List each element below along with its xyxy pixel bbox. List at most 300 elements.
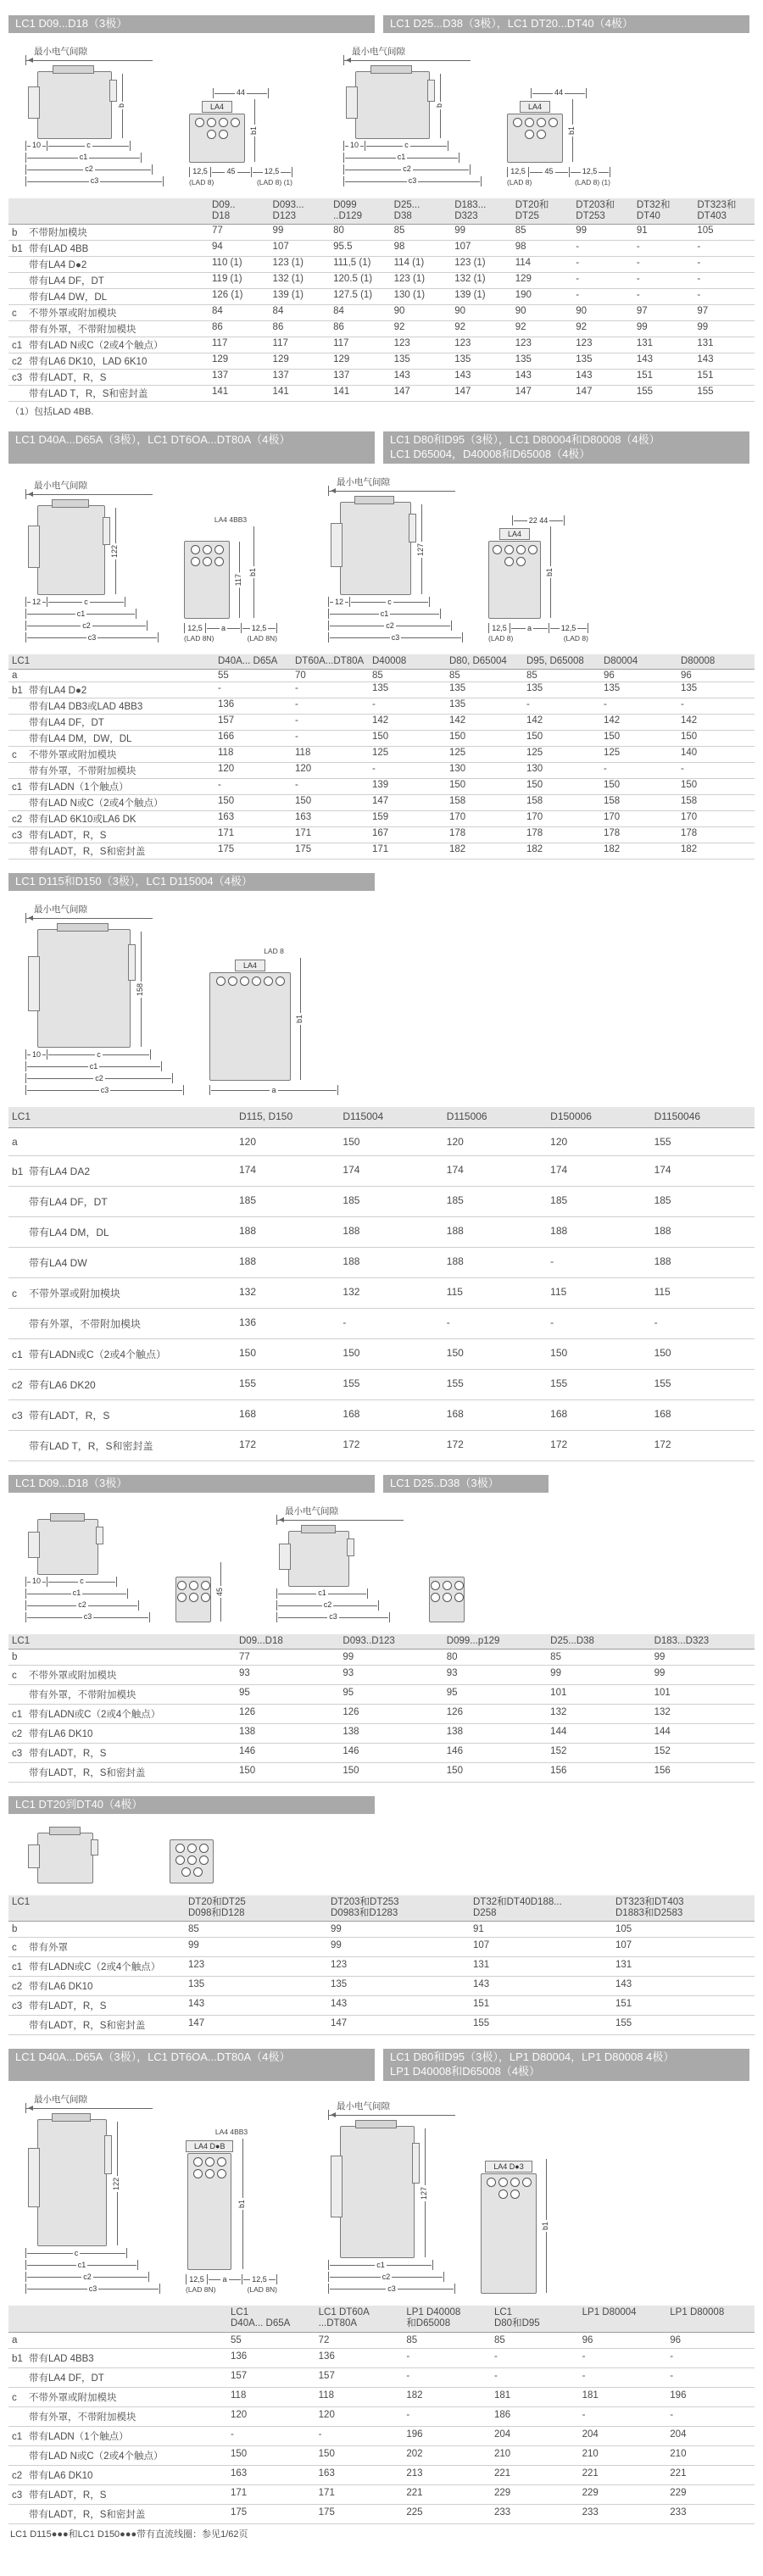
table-corner-label (8, 198, 209, 225)
row-label: 不带外罩或附加模块 (29, 1671, 117, 1682)
clearance-label: 最小电气间隙 (337, 477, 390, 488)
table-row (8, 1724, 755, 1744)
cell-value: - (693, 257, 755, 273)
row-label: 带有LA4 D●2 (29, 260, 87, 271)
dimension-chain-row (343, 164, 471, 175)
cell-value: 135 (572, 353, 633, 370)
section-title: LC1 D40A...D65A（3极），LC1 DT6OA...DT80A（4极） (15, 433, 291, 447)
section-title: LP1 D40008和D65008（4极） (390, 2065, 541, 2078)
cell-value: 174 (443, 1156, 547, 1187)
cell-value: 132 (547, 1705, 650, 1724)
terminal-circle (264, 976, 273, 986)
table-row (8, 811, 755, 827)
dimension-notes (184, 634, 277, 643)
front-inner-height-dimension (233, 541, 244, 619)
dimension-segment (26, 597, 47, 607)
front-view-group (488, 514, 588, 643)
cell-value: 175 (315, 2504, 404, 2523)
front-bottom-dimensions (507, 165, 610, 177)
row-label-cell (8, 682, 214, 698)
dimension-chain-row (25, 2260, 138, 2270)
dimension-segment (207, 2274, 242, 2284)
dimension-chain-row (276, 1588, 368, 1599)
row-label: 带有外罩，不带附加模块 (29, 766, 136, 777)
cell-value: 90 (451, 305, 512, 321)
side-view-group (25, 903, 184, 1095)
column-header: D099 ..D129 (330, 198, 391, 225)
table-header-row (8, 1107, 755, 1127)
dimension-segment (344, 153, 459, 163)
row-label: 不带外罩或附加模块 (29, 309, 117, 320)
cell-value: 143 (572, 370, 633, 386)
cell-value: 137 (209, 370, 270, 386)
contactor-figure (328, 2100, 551, 2294)
row-label-cell (8, 386, 209, 402)
row-label: 带有LA6 DK10 (29, 1982, 93, 1993)
front-bottom-dimensions (209, 1083, 338, 1095)
clearance-arrow (328, 2115, 455, 2116)
dimension-segment (210, 167, 251, 177)
section-title: LC1 D09...D18（3极） (15, 1477, 128, 1490)
cell-value: 142 (677, 715, 755, 731)
row-label: 带有LA6 DK10 (29, 2470, 93, 2481)
cell-value: 126 (1) (209, 289, 270, 305)
cell-value: 96 (579, 2332, 667, 2348)
terminal-circle (175, 1844, 185, 1853)
front-height-dimension (566, 98, 577, 163)
cell-value: - (633, 273, 694, 289)
front-top-dimension (531, 86, 587, 98)
cell-value: 188 (443, 1248, 547, 1278)
table-row (8, 1309, 755, 1339)
front-height-dimension (540, 2158, 551, 2294)
row-label-cell (8, 1996, 185, 2016)
cell-value: 150 (600, 779, 677, 795)
cell-value: - (693, 289, 755, 305)
cell-value: 123 (1) (270, 257, 331, 273)
silhouette-block (370, 65, 412, 74)
cell-value: 107 (270, 241, 331, 257)
cell-value: 168 (236, 1400, 339, 1431)
cell-value: 156 (651, 1763, 755, 1783)
table-row (8, 1977, 755, 1996)
dimension-label: c (387, 597, 392, 606)
table-row (8, 827, 755, 843)
dimension-label: c2 (82, 620, 91, 630)
table-row (8, 698, 755, 715)
dimension-label: c (74, 2248, 79, 2257)
cell-value: 101 (651, 1685, 755, 1705)
cell-value: 155 (443, 1370, 547, 1400)
table-row (8, 1278, 755, 1309)
dimension-segment (329, 632, 462, 643)
row-label: 带有LA4 DA2 (29, 1166, 91, 1178)
silhouette-block (57, 923, 109, 932)
section-header-bar (8, 15, 375, 33)
row-label: 带有LAD T，R，S和密封盖 (29, 389, 148, 400)
cell-value: 150 (339, 1763, 443, 1783)
cell-value: 139 (1) (451, 289, 512, 305)
row-label: 带有外罩，不带附加模块 (29, 2412, 136, 2423)
table-row (8, 1217, 755, 1248)
dimension-chain-row (25, 632, 159, 643)
cell-value: 137 (270, 370, 331, 386)
contactor-figure (25, 1826, 93, 1883)
datasheet-section (8, 15, 755, 418)
cell-value: 105 (612, 1922, 755, 1938)
cell-value: 188 (236, 1217, 339, 1248)
front-column (507, 101, 563, 163)
dimension-segment (277, 1588, 367, 1599)
cell-value: 155 (470, 2016, 612, 2035)
dimension-chain-row (25, 1612, 150, 1622)
front-row (170, 1839, 214, 1883)
cell-value: 99 (327, 1922, 470, 1938)
row-label-cell (8, 1922, 185, 1938)
terminal-circle (228, 976, 237, 986)
cell-value: 178 (446, 827, 523, 843)
dimension-note: (LAD 8) (563, 634, 588, 643)
clearance-label: 最小电气间隙 (34, 2095, 87, 2106)
terminal-circle (193, 2169, 203, 2178)
cell-value: 152 (651, 1744, 755, 1763)
dimension-segment (26, 620, 147, 631)
dimension-chain-row (184, 623, 277, 633)
cell-value: 123 (1) (391, 273, 452, 289)
table-head (8, 1634, 755, 1650)
row-key: a (12, 670, 18, 682)
silhouette-block (28, 526, 40, 568)
row-label-cell (8, 257, 209, 273)
cell-value: 170 (600, 811, 677, 827)
dimension-label: 12,5 (189, 2274, 204, 2284)
dimension-chain-row (25, 2248, 127, 2258)
side-silhouette (37, 1519, 98, 1575)
front-body (481, 2173, 537, 2294)
cell-value: 115 (443, 1278, 547, 1309)
vertical-dimension-label: b1 (237, 2200, 247, 2209)
cell-value: 99 (633, 321, 694, 337)
row-key: b (12, 1652, 18, 1663)
cell-value: 105 (693, 225, 755, 241)
cell-value: 111,5 (1) (330, 257, 391, 273)
cell-value: - (572, 289, 633, 305)
cell-value: 172 (443, 1431, 547, 1461)
cell-value: - (633, 241, 694, 257)
row-label-cell (8, 1977, 185, 1996)
dimension-segment (47, 1049, 150, 1060)
dimension-note: (LAD 8N) (247, 2285, 277, 2295)
dimension-label: c3 (87, 632, 97, 642)
row-label: 带有LADT，R，S (29, 2001, 107, 2012)
terminal-circle (537, 130, 546, 139)
clearance-dimension (276, 1505, 404, 1521)
cell-value: 123 (451, 337, 512, 353)
table-row (8, 731, 755, 747)
terminal-circle (443, 1581, 452, 1590)
figures-row (8, 40, 755, 197)
table-row (8, 273, 755, 289)
dimension-segment (214, 88, 268, 98)
cell-value: 159 (369, 811, 446, 827)
vertical-dimension-label: b (117, 103, 125, 108)
vertical-dimension-label: 122 (110, 544, 119, 558)
cell-value: 147 (369, 795, 446, 811)
cell-value: - (677, 698, 755, 715)
cell-value: 150 (446, 779, 523, 795)
row-label-cell (8, 2387, 227, 2406)
dimension-label: 45 (544, 167, 554, 176)
terminal-circle (217, 2169, 226, 2178)
row-label-cell (8, 1156, 236, 1187)
clearance-dimension (25, 45, 153, 61)
clearance-dimension (25, 903, 153, 919)
cell-value: 96 (677, 670, 755, 682)
row-label: 带有LADT，R，S和密封盖 (29, 2021, 146, 2032)
row-key: c2 (12, 815, 23, 826)
column-header: D40008 (369, 654, 446, 670)
dimension-label: 44 (236, 88, 245, 97)
table-row (8, 321, 755, 337)
cell-value: 85 (391, 225, 452, 241)
terminal-circle (528, 545, 537, 554)
table-body (8, 2332, 755, 2523)
contactor-figure (25, 479, 277, 643)
cell-value: 168 (443, 1400, 547, 1431)
cell-value: 92 (451, 321, 512, 337)
table-row (8, 682, 755, 698)
table-footnote: LC1 D115●●●和LC1 D150●●●带有直流线圈：参见1/62页 (10, 2529, 248, 2540)
column-header: D80004 (600, 654, 677, 670)
table-header-row (8, 2306, 755, 2332)
cell-value: 150 (523, 779, 600, 795)
silhouette-block (28, 2148, 40, 2207)
clearance-label: 最小电气间隙 (352, 46, 405, 57)
dimension-segment (26, 2284, 159, 2294)
cell-value: 85 (446, 670, 523, 682)
row-label: 带有LADN或C（2或4个触点） (29, 1962, 161, 1973)
cell-value: 142 (446, 715, 523, 731)
table-head (8, 2306, 755, 2332)
dimension-label: 12,5 (251, 623, 267, 632)
cell-value: 188 (236, 1248, 339, 1278)
dimension-segment (26, 2272, 148, 2282)
terminal-circle (217, 2157, 226, 2167)
row-label-cell (8, 747, 214, 763)
row-key: c2 (12, 357, 23, 368)
row-label-cell (8, 779, 214, 795)
cell-value: 131 (470, 1957, 612, 1977)
cell-value: 85 (403, 2332, 491, 2348)
cell-value: 196 (666, 2387, 755, 2406)
column-header: DT60A...DT80A (292, 654, 369, 670)
row-label-cell (8, 715, 214, 731)
figures-row (8, 2088, 755, 2304)
cell-value: 135 (185, 1977, 327, 1996)
column-header: D115006 (443, 1107, 547, 1127)
row-label-cell (8, 2465, 227, 2484)
silhouette-block (354, 496, 394, 504)
terminal-circle (443, 1593, 452, 1602)
cell-value: 126 (339, 1705, 443, 1724)
dimension-label: c (404, 141, 409, 150)
silhouette-block (50, 1513, 85, 1522)
dimension-segment (329, 609, 440, 619)
row-label-cell (8, 1400, 236, 1431)
cell-value: 155 (339, 1370, 443, 1400)
clearance-label: 最小电气间隙 (285, 1505, 338, 1516)
dimension-chain-row (488, 623, 588, 633)
column-header: D25... D38 (391, 198, 452, 225)
front-view-group (170, 1839, 214, 1883)
clearance-dimension (328, 476, 455, 492)
cell-value: 178 (600, 827, 677, 843)
figures-row (8, 1499, 755, 1633)
cell-value: 182 (523, 843, 600, 860)
dimension-chain-row (328, 2284, 455, 2294)
cell-value: 114 (1) (391, 257, 452, 273)
row-label-cell (8, 731, 214, 747)
front-row (184, 526, 259, 619)
terminal-circle (513, 118, 522, 127)
column-header: DT323和DT403 D1883和D2583 (612, 1895, 755, 1922)
cell-value: 210 (491, 2445, 579, 2465)
dimension-chain-row (328, 2260, 433, 2270)
cell-value: 166 (214, 731, 292, 747)
silhouette-block (301, 1525, 336, 1533)
cell-value: 185 (443, 1187, 547, 1217)
row-label-cell (8, 321, 209, 337)
cell-value: 123 (512, 337, 573, 353)
row-label-cell (8, 1431, 236, 1461)
dimension-chain-row (25, 141, 131, 151)
terminal-circle (231, 118, 240, 127)
row-label: 带有LADT，R，S (29, 373, 107, 384)
row-label: 带有LA4 DF，DT (29, 276, 104, 287)
cell-value: 233 (491, 2504, 579, 2523)
cell-value: - (547, 1248, 650, 1278)
cell-value: 101 (547, 1685, 650, 1705)
side-silhouette (355, 71, 430, 139)
front-row (209, 957, 305, 1081)
cell-value: 95.5 (330, 241, 391, 257)
dimension-segment (510, 623, 549, 633)
cell-value: 125 (523, 747, 600, 763)
row-label-cell (8, 305, 209, 321)
cell-value: 138 (236, 1724, 339, 1744)
cell-value: 143 (633, 353, 694, 370)
row-label: 带有LA4 DM，DW，DL (29, 734, 132, 745)
table-row (8, 257, 755, 273)
row-label-cell (8, 843, 214, 860)
section-header-bar (8, 2049, 375, 2081)
cell-value: - (292, 715, 369, 731)
cell-value: 85 (491, 2332, 579, 2348)
cell-value: 99 (693, 321, 755, 337)
table-corner-label: LC1 (8, 1634, 236, 1650)
side-height-dimension (419, 2128, 430, 2258)
dimension-segment (210, 1085, 337, 1095)
front-column (189, 101, 245, 163)
dimension-segment (489, 623, 510, 633)
dimension-chain-row (186, 2274, 277, 2284)
side-row (25, 1512, 98, 1575)
cell-value: 181 (579, 2387, 667, 2406)
cell-value: 229 (579, 2484, 667, 2504)
row-key: b1 (12, 2353, 23, 2364)
cell-value: - (651, 1309, 755, 1339)
dimension-chain-row (276, 1600, 379, 1611)
dimension-label: 10 (31, 1049, 41, 1059)
row-label: 带有LA4 DW (29, 1257, 87, 1270)
cell-value: 144 (651, 1724, 755, 1744)
dimension-segment (508, 167, 528, 177)
clearance-label: 最小电气间隙 (34, 46, 87, 57)
cell-value: - (677, 763, 755, 779)
cell-value: - (491, 2367, 579, 2387)
section-header-bars (8, 431, 755, 464)
terminal-circle (177, 1581, 187, 1590)
row-label-cell (8, 1650, 236, 1666)
silhouette-block (49, 1827, 81, 1835)
dimension-segment (26, 176, 163, 186)
cell-value: 174 (651, 1156, 755, 1187)
side-row (328, 2119, 430, 2258)
clearance-arrow (328, 491, 455, 492)
row-label-cell (8, 273, 209, 289)
cell-value: - (214, 779, 292, 795)
table-head (8, 1107, 755, 1127)
cell-value: 132 (1) (451, 273, 512, 289)
dimension-table (8, 2306, 755, 2523)
silhouette-block (331, 523, 343, 567)
dimension-segment (532, 88, 586, 98)
column-header: D150006 (547, 1107, 650, 1127)
cell-value: 167 (369, 827, 446, 843)
side-view-group (328, 2100, 455, 2294)
side-height-dimension (135, 931, 146, 1048)
front-row (481, 2158, 551, 2294)
table-corner-label (8, 2306, 227, 2332)
clearance-arrow (343, 60, 471, 61)
cell-value: - (292, 698, 369, 715)
row-label-cell (8, 827, 214, 843)
column-header: D09...D18 (236, 1634, 339, 1650)
terminal-circle (187, 1844, 197, 1853)
terminal-circle (189, 1593, 198, 1602)
row-key: b1 (12, 686, 23, 697)
row-key: b1 (12, 1166, 24, 1178)
row-label: 带有外罩，不带附加模块 (29, 325, 136, 336)
cell-value: 85 (523, 670, 600, 682)
table-row (8, 1685, 755, 1705)
table-row (8, 1763, 755, 1783)
cell-value: 168 (547, 1400, 650, 1431)
dimension-chain-row (25, 1600, 139, 1611)
dimension-label: c2 (85, 164, 93, 174)
terminal-circle (193, 2157, 203, 2167)
side-height-dimension (109, 507, 120, 595)
front-view-group (209, 947, 338, 1095)
cell-value: 95 (443, 1685, 547, 1705)
dimension-segment (329, 2284, 454, 2294)
side-silhouette (37, 71, 112, 139)
terminal-circle (510, 2178, 520, 2187)
cell-value: 170 (446, 811, 523, 827)
terminal-circle (516, 545, 526, 554)
cell-value: - (633, 289, 694, 305)
cell-value: 229 (491, 2484, 579, 2504)
